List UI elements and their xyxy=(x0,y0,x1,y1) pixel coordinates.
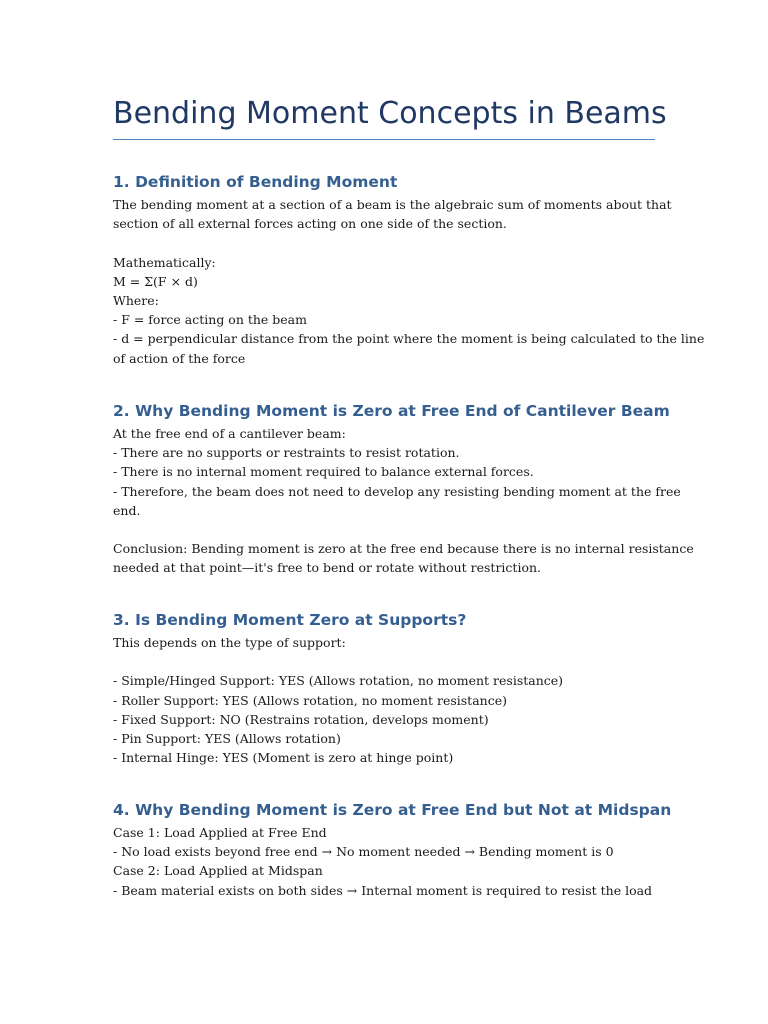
list-item: - d = perpendicular distance from the point where the moment is being calculated to the line xyxy=(113,331,705,347)
list-item: - No load exists beyond free end → No moment needed → Bending moment is 0 xyxy=(113,844,614,860)
list-item: - Therefore, the beam does not need to develop any resisting bending moment at the free xyxy=(113,483,681,499)
section-heading: 4. Why Bending Moment is Zero at Free End but Not at Midspan xyxy=(113,801,672,819)
list-item: - Beam material exists on both sides → Internal moment is required to resist the load xyxy=(113,882,653,898)
list-item: - Simple/Hinged Support: YES (Allows rotation, no moment resistance) xyxy=(113,673,564,689)
paragraph-line: Where: xyxy=(113,292,159,308)
blank-line xyxy=(113,233,658,252)
blank-line xyxy=(113,520,658,539)
section-cantilever-free-end xyxy=(113,400,694,578)
section-heading: 1. Definition of Bending Moment xyxy=(113,173,398,191)
paragraph-line: At the free end of a cantilever beam: xyxy=(113,426,346,441)
section-heading: 2. Why Bending Moment is Zero at Free End of Cantilever Beam xyxy=(113,402,670,420)
section-definition xyxy=(113,171,705,368)
formula-line: M = Σ(F × d) xyxy=(113,273,198,289)
list-item: - Internal Hinge: YES (Moment is zero at hinge point) xyxy=(113,750,454,766)
list-item: - F = force acting on the beam xyxy=(113,312,307,328)
paragraph-line: This depends on the type of support: xyxy=(113,635,346,650)
list-item-continuation: of action of the force xyxy=(113,350,246,366)
paragraph-line: Conclusion: Bending moment is zero at the free end because there is no internal resistance xyxy=(113,541,694,557)
paragraph-line: Mathematically: xyxy=(113,254,216,270)
blank-line xyxy=(113,652,658,671)
paragraph-line: Case 1: Load Applied at Free End xyxy=(113,825,327,840)
paragraph-line: section of all external forces acting on one side of the section. xyxy=(113,216,507,232)
list-item: - Pin Support: YES (Allows rotation) xyxy=(113,730,341,746)
title-underline xyxy=(113,139,655,140)
paragraph-line: needed at that point—it's free to bend or rotate without restriction. xyxy=(113,560,541,576)
paragraph-line: Case 2: Load Applied at Midspan xyxy=(113,863,323,879)
section-supports xyxy=(113,609,658,767)
list-item: - There is no internal moment required to balance external forces. xyxy=(113,464,534,480)
list-item: - Fixed Support: NO (Restrains rotation, develops moment) xyxy=(113,711,489,727)
list-item-continuation: end. xyxy=(113,502,141,518)
section-free-end-vs-midspan xyxy=(113,799,672,900)
section-heading: 3. Is Bending Moment Zero at Supports? xyxy=(113,611,467,629)
list-item: - Roller Support: YES (Allows rotation, no moment resistance) xyxy=(113,692,507,708)
document-title: Bending Moment Concepts in Beams xyxy=(113,96,667,131)
paragraph-line: The bending moment at a section of a beam is the algebraic sum of moments about that xyxy=(113,197,672,212)
list-item: - There are no supports or restraints to resist rotation. xyxy=(113,445,460,461)
